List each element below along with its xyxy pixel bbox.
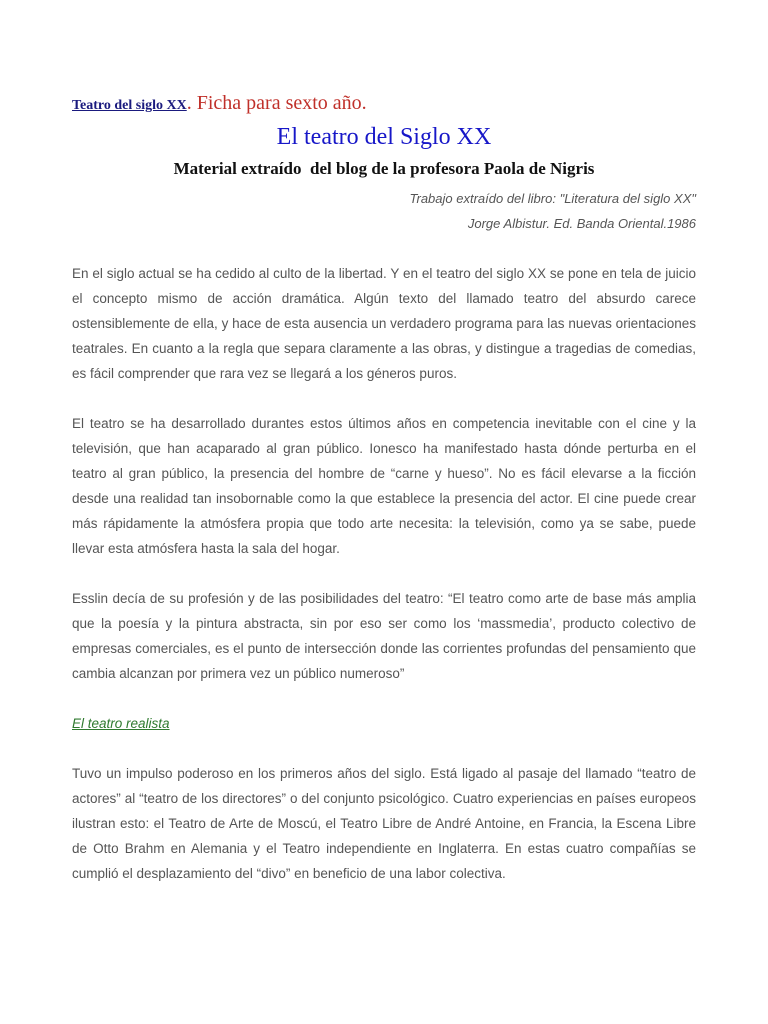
section-heading-link[interactable]: El teatro realista: [72, 716, 170, 731]
document-page: [72, 88, 696, 886]
paragraph-intro: En el siglo actual se ha cedido al culto de la libertad. Y en el teatro del siglo XX se pone en tela de juicio el concepto mismo de acción dramática. Algún texto del llamado teatro del absurdo carece ostensiblemente de ella, y hace de esta ausencia un verdadero programa para las nuevas orientaciones teatrales. En cuanto a la regla que separa claramente a las obras, y distingue a tragedias de comedias, es fácil comprender que rara vez se llegará a los géneros puros.: [72, 266, 696, 381]
paragraph-esslin: Esslin decía de su profesión y de las posibilidades del teatro: “El teatro como arte de base más amplia que la poesía y la pintura abstracta, sin por eso ser como los ‘massmedia’, producto colectivo de empresas comerciales, es el punto de intersección donde las corrientes profundas del pensamiento que cambia alcanzan por primera vez un público numeroso”: [72, 591, 696, 681]
header-separator: .: [186, 92, 192, 114]
page-subtitle: Material extraído del blog de la profesora Paola de Nigris: [173, 159, 595, 178]
source-citation: [72, 186, 696, 236]
breadcrumb-link[interactable]: Teatro del siglo XX: [72, 98, 187, 113]
source-line-author: Jorge Albistur. Ed. Banda Oriental.1986: [467, 216, 696, 231]
header-subheading: Ficha para sexto año.: [191, 92, 367, 114]
paragraph-realist-theatre: Tuvo un impulso poderoso en los primeros años del siglo. Está ligado al pasaje del llamado “teatro de actores” al “teatro de los directores” o del conjunto psicológico. Cuatro experiencias en países europeos ilustran esto: el Teatro de Arte de Moscú, el Teatro Libre de André Antoine, en Francia, la Escena Libre de Otto Brahm en Alemania y el Teatro independiente en Inglaterra. En estas cuatro compañías se cumplió el desplazamiento del “divo” en beneficio de una labor colectiva.: [72, 766, 696, 881]
page-title: El teatro del Siglo XX: [276, 124, 492, 150]
source-line-book: Trabajo extraído del libro: "Literatura del siglo XX": [409, 191, 696, 206]
header-line: [72, 88, 696, 118]
paragraph-cinema-tv: El teatro se ha desarrollado durantes estos últimos años en competencia inevitable con el cine y la televisión, que han acaparado al gran público. Ionesco ha manifestado hasta dónde perturba en el teatro al gran público, la presencia del hombre de “carne y hueso”. No es fácil elevarse a la ficción desde una realidad tan insobornable como la que establece la presencia del actor. El cine puede crear más rápidamente la atmósfera propia que todo arte necesita: la televisión, como ya se sabe, puede llevar esta atmósfera hasta la sala del hogar.: [72, 416, 696, 556]
